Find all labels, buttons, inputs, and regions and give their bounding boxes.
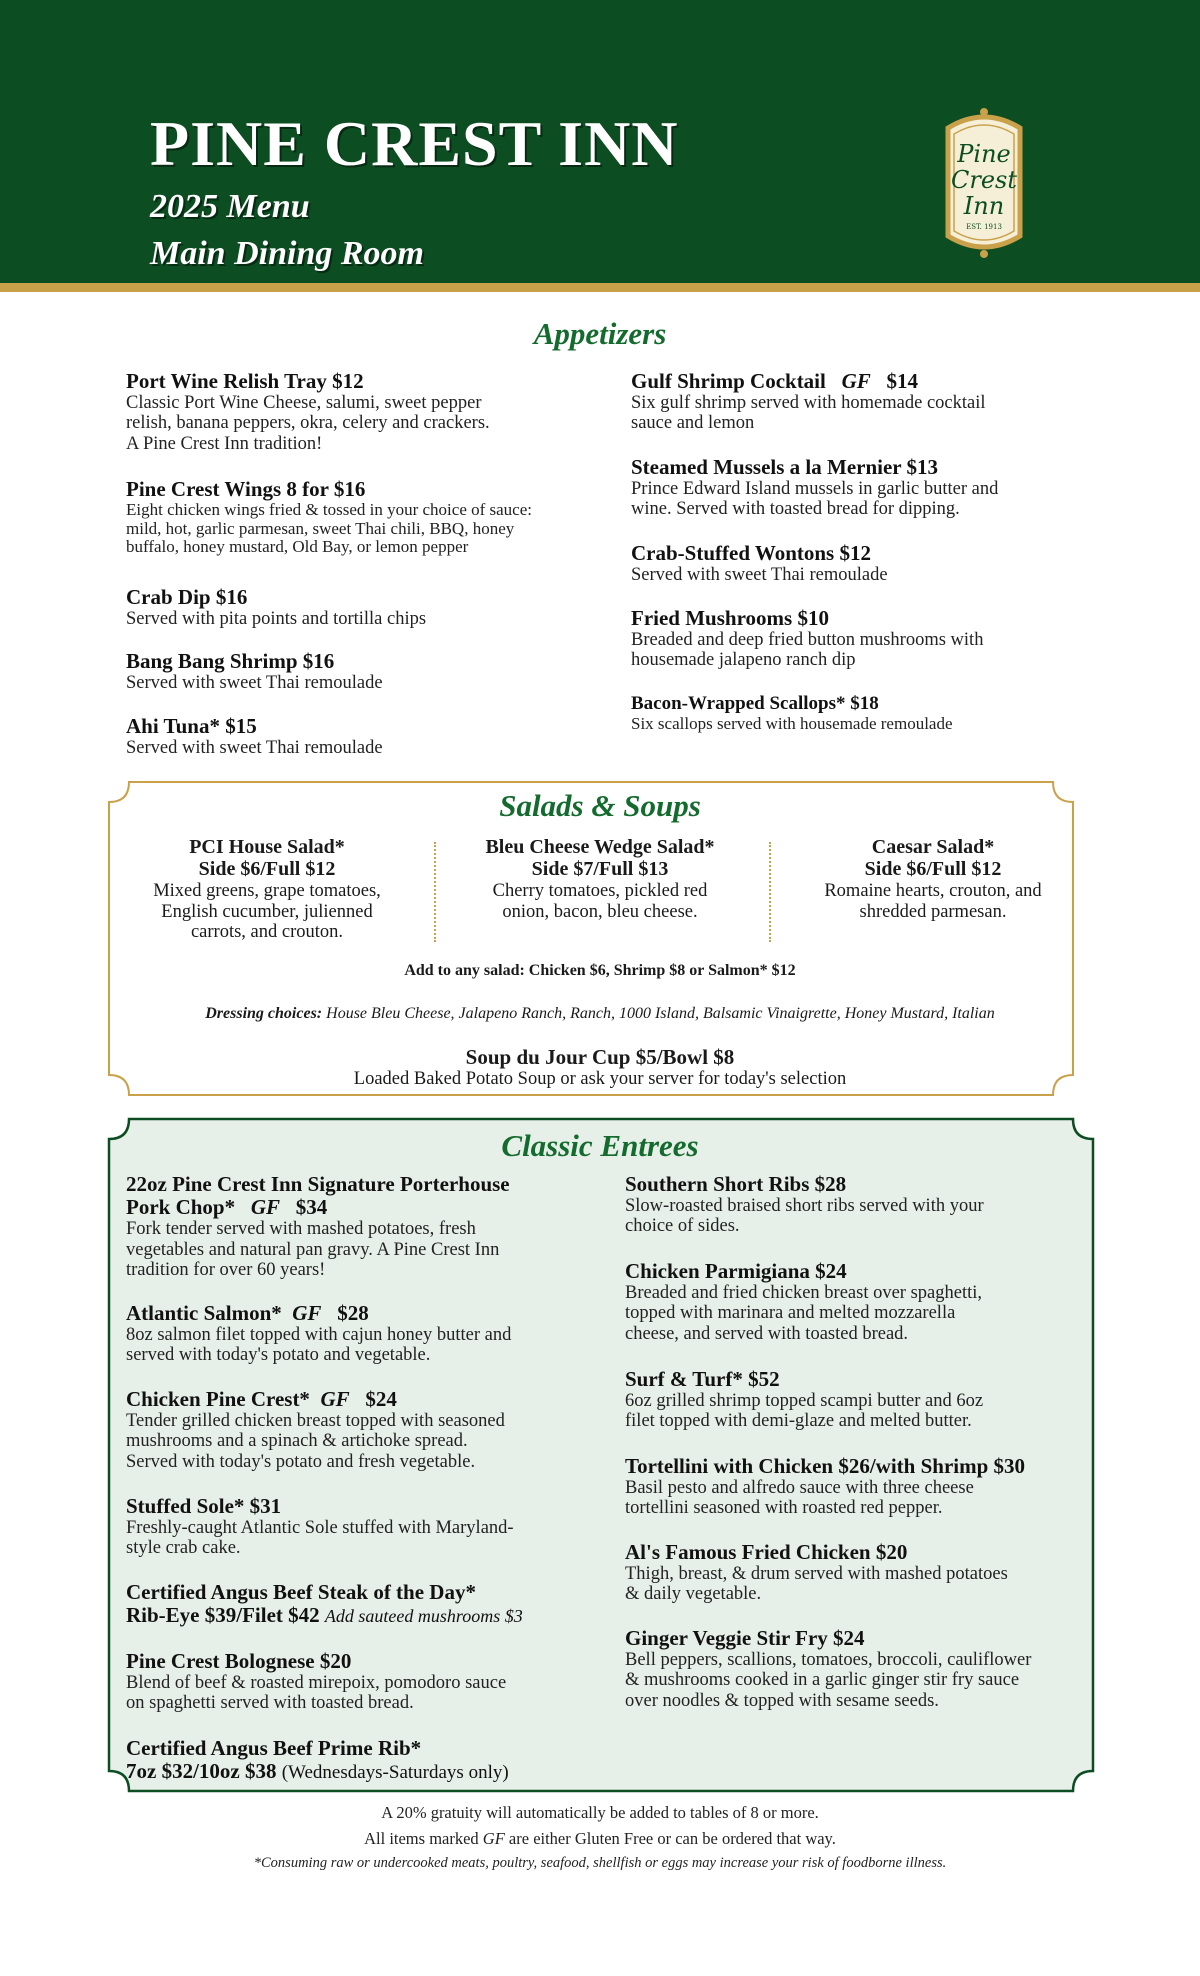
menu-item [631,456,998,520]
item-desc: Breaded and fried chicken breast over spaghetti, [625,1283,983,1304]
menu-item [126,1650,506,1714]
item-desc: Served with sweet Thai remoulade [631,565,888,586]
item-desc: on spaghetti served with toasted bread. [126,1693,414,1714]
item-desc: Eight chicken wings fried & tossed in your choice of sauce: [126,500,532,520]
salad-desc: onion, bacon, bleu cheese. [502,901,698,922]
item-desc: Served with pita points and tortilla chips [126,609,427,630]
item-name: Bang Bang Shrimp $16 [126,649,335,673]
item-desc: Fork tender served with mashed potatoes, fresh [126,1219,476,1240]
salad-desc: Mixed greens, grape tomatoes, [153,880,381,901]
item-desc: choice of sides. [625,1216,740,1237]
item-desc: topped with marinara and melted mozzarella [625,1303,956,1324]
item-name: 22oz Pine Crest Inn Signature Porterhouse [126,1172,510,1196]
item-desc: mushrooms and a spinach & artichoke spread. [126,1431,468,1452]
item-desc: Breaded and deep fried button mushrooms with [631,630,984,651]
item-desc: vegetables and natural pan gravy. A Pine Crest Inn [126,1239,500,1260]
logo-text-pine: Pine [957,140,1011,168]
item-name: Pine Crest Wings 8 for $16 [126,477,366,501]
item-desc: Tender grilled chicken breast topped with seasoned [126,1411,505,1432]
item-desc: Classic Port Wine Cheese, salumi, sweet pepper [126,393,482,414]
menu-item [625,1368,983,1432]
item-desc: & mushrooms cooked in a garlic ginger stir fry sauce [625,1670,1020,1691]
salad-item [137,836,397,943]
item-desc: Bell peppers, scallions, tomatoes, broccoli, cauliflower [625,1650,1032,1671]
menu-item [126,1737,509,1784]
menu-item [631,370,986,434]
menu-item [625,1455,1025,1519]
menu-item [126,370,490,454]
salad-desc: English cucumber, julienned [161,901,373,922]
salad-price: Side $6/Full $12 [198,858,336,881]
item-name: Pine Crest Bolognese $20 [126,1649,352,1673]
salad-divider [769,842,771,942]
item-name: Stuffed Sole* $31 [126,1494,282,1518]
item-desc: Basil pesto and alfredo sauce with three cheese [625,1478,974,1499]
item-name [126,1760,509,1784]
menu-item [625,1173,984,1237]
item-desc: Slow-roasted braised short ribs served with your [625,1196,984,1217]
salad-desc: Romaine hearts, crouton, and [824,880,1042,901]
item-name: Southern Short Ribs $28 [625,1172,847,1196]
item-desc: served with today's potato and vegetable. [126,1345,431,1366]
menu-item [126,1581,523,1627]
item-desc: mild, hot, garlic parmesan, sweet Thai chili, BBQ, honey [126,518,515,538]
menu-item [631,694,953,734]
dining-room-subtitle: Main Dining Room [150,235,424,272]
item-name: Al's Famous Fried Chicken $20 [625,1540,908,1564]
salad-desc: Cherry tomatoes, pickled red [492,880,708,901]
restaurant-title: PINE CREST INN [150,108,679,179]
item-desc: Six gulf shrimp served with homemade cocktail [631,393,986,414]
menu-item [126,715,383,758]
item-name-text: Atlantic Salmon* [126,1301,282,1325]
item-name-text: Chicken Pine Crest* [126,1387,310,1411]
salad-item [470,836,730,922]
menu-item [126,586,426,629]
item-name-text: Gulf Shrimp Cocktail [631,369,826,393]
item-price: $34 [295,1195,328,1220]
menu-item [126,650,383,693]
item-name: Steamed Mussels a la Mernier $13 [631,455,938,479]
item-desc: relish, banana peppers, okra, celery and crackers. [126,413,490,434]
item-desc: Served with sweet Thai remoulade [126,738,383,759]
item-desc: style crab cake. [126,1538,241,1559]
item-desc: over noodles & topped with sesame seeds. [625,1690,939,1711]
item-price: 7oz $32/10oz $38 [126,1759,277,1784]
item-price: $28 [337,1301,369,1325]
menu-item [631,542,888,585]
item-desc: wine. Served with toasted bread for dipping. [631,499,960,520]
item-desc: A Pine Crest Inn tradition! [126,433,323,454]
soup-desc: Loaded Baked Potato Soup or ask your server for today's selection [353,1069,847,1090]
item-note: (Wednesdays-Saturdays only) [281,1762,509,1784]
dressing-label: Dressing choices: [205,1005,323,1022]
menu-item [126,1302,511,1366]
salad-desc: carrots, and crouton. [190,922,344,943]
gf-marker: GF [482,1829,505,1848]
gf-marker: GF [292,1301,322,1325]
menu-item [126,1173,510,1280]
item-name-text: Pork Chop* [126,1195,236,1220]
menu-item [625,1627,1031,1711]
inn-logo-badge [930,108,1038,258]
item-desc: sauce and lemon [631,413,755,434]
item-desc: tortellini seasoned with roasted red pepper. [625,1498,943,1519]
menu-item [126,1388,505,1472]
item-desc: filet topped with demi-glaze and melted butter. [625,1411,972,1432]
salad-name: Caesar Salad* [871,836,995,858]
gluten-free-note [0,1829,1200,1849]
logo-text-crest: Crest [951,166,1017,194]
item-name: Surf & Turf* $52 [625,1367,780,1391]
item-name [126,1302,511,1325]
item-desc: 8oz salmon filet topped with cajun honey butter and [126,1325,512,1346]
entrees-heading: Classic Entrees [501,1128,699,1163]
item-name: Ginger Veggie Stir Fry $24 [625,1626,865,1650]
header-gold-rule [0,283,1200,292]
item-name [126,1196,510,1219]
item-name: Certified Angus Beef Prime Rib* [126,1736,422,1760]
salad-price: Side $6/Full $12 [864,858,1002,881]
item-desc: Six scallops served with housemade remoulade [631,713,953,733]
item-desc: tradition for over 60 years! [126,1259,326,1280]
item-desc: Prince Edward Island mussels in garlic butter and [631,479,999,500]
item-price: Rib-Eye $39/Filet $42 [126,1603,320,1628]
item-name [631,370,986,393]
menu-item [625,1541,1008,1605]
item-name: Ahi Tuna* $15 [126,714,257,738]
item-name: Certified Angus Beef Steak of the Day* [126,1580,476,1604]
item-desc: Thigh, breast, & drum served with mashed potatoes [625,1564,1008,1585]
salad-name: PCI House Salad* [189,836,345,858]
item-name [126,1388,505,1411]
item-desc: & daily vegetable. [625,1584,762,1605]
gf-note-text: All items marked [364,1829,479,1848]
dressing-list: House Bleu Cheese, Jalapeno Ranch, Ranch, 1000 Island, Balsamic Vinaigrette, Honey Mustard, Italian [326,1005,995,1022]
item-desc: Served with today's potato and fresh vegetable. [126,1451,476,1472]
soup-name: Soup du Jour Cup $5/Bowl $8 [465,1045,735,1069]
item-desc: housemade jalapeno ranch dip [631,650,856,671]
item-desc: Blend of beef & roasted mirepoix, pomodoro sauce [126,1673,507,1694]
gf-marker: GF [320,1387,350,1411]
menu-item [126,478,532,557]
item-name: Chicken Parmigiana $24 [625,1259,847,1283]
item-name: Crab-Stuffed Wontons $12 [631,541,871,565]
item-price: $14 [886,369,919,393]
logo-est: EST. 1913 [966,223,1002,231]
item-name: Tortellini with Chicken $26/with Shrimp $30 [625,1454,1026,1478]
item-desc: 6oz grilled shrimp topped scampi butter and 6oz [625,1391,984,1412]
gf-marker: GF [841,369,871,393]
menu-item [625,1260,982,1344]
item-name: Fried Mushrooms $10 [631,606,829,630]
salad-add-ons: Add to any salad: Chicken $6, Shrimp $8 or Salmon* $12 [404,962,796,979]
salad-item [803,836,1063,922]
item-price: $24 [365,1387,397,1411]
item-desc: Freshly-caught Atlantic Sole stuffed with Maryland- [126,1518,514,1539]
gratuity-note: A 20% gratuity will automatically be added to tables of 8 or more. [381,1803,819,1822]
menu-year-subtitle: 2025 Menu [150,188,310,225]
salads-heading: Salads & Soups [499,788,701,823]
salad-price: Side $7/Full $13 [531,858,669,881]
soup-item [0,1046,1200,1089]
item-note: Add sauteed mushrooms $3 [324,1606,523,1627]
salad-name: Bleu Cheese Wedge Salad* [485,836,715,858]
menu-item [126,1495,514,1559]
item-name: Crab Dip $16 [126,585,248,609]
item-desc: Served with sweet Thai remoulade [126,673,383,694]
gf-note-text: are either Gluten Free or can be ordered that way. [508,1829,836,1848]
item-desc: cheese, and served with toasted bread. [625,1323,909,1344]
dressing-choices [0,1005,1200,1023]
food-safety-disclaimer: *Consuming raw or undercooked meats, poultry, seafood, shellfish or eggs may increase your risk of foodborne illness. [253,1855,947,1871]
menu-item [631,607,983,671]
appetizers-heading: Appetizers [533,316,667,351]
item-desc: buffalo, honey mustard, Old Bay, or lemon pepper [126,537,469,557]
gf-marker: GF [250,1195,281,1220]
salad-divider [434,842,436,942]
logo-text-inn: Inn [963,192,1005,220]
item-name: Port Wine Relish Tray $12 [126,369,364,393]
item-name [126,1604,523,1627]
item-name: Bacon-Wrapped Scallops* $18 [631,693,879,714]
salad-desc: shredded parmesan. [859,901,1007,922]
